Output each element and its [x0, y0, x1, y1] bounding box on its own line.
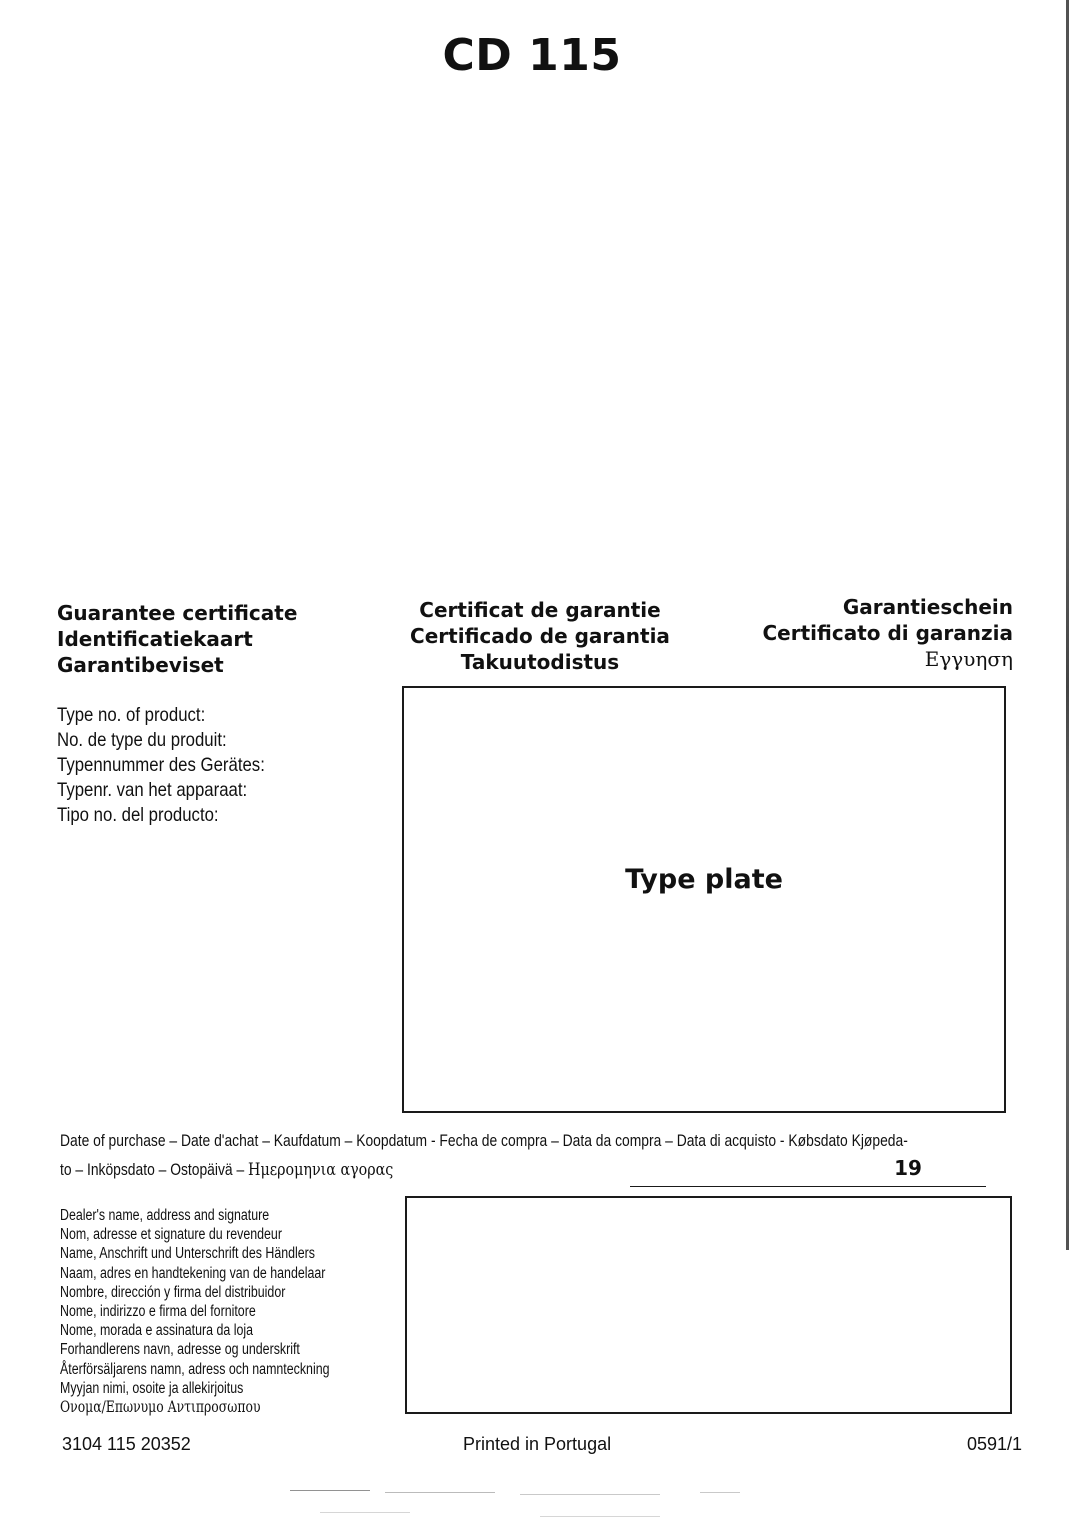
footer-printed-in: Printed in Portugal — [463, 1434, 612, 1454]
type-number-label-nl: Typenr. van het apparaat: — [57, 779, 248, 801]
scan-artifact — [385, 1492, 495, 1493]
model-title: CD 115 — [442, 30, 622, 81]
heading-garantieschein: Garantieschein — [842, 595, 1013, 619]
purchase-date-label-line1: Date of purchase – Date d'achat – Kaufdatum – Koopdatum - Fecha de compra – Data da compra – Data di acquisto - Købsdato Kjøpeda- — [60, 1132, 908, 1150]
type-number-labels — [57, 703, 265, 828]
dealer-label-no: Forhandlerens navn, adresse og underskrift — [60, 1341, 300, 1359]
heading-identificatiekaart: Identificatiekaart — [57, 627, 253, 651]
scan-artifact — [520, 1494, 660, 1495]
dealer-label-fi: Myyjan nimi, osoite ja allekirjoitus — [60, 1379, 244, 1397]
purchase-year-prefix: 19 — [894, 1156, 922, 1180]
heading-certificato-di-garanzia: Certificato di garanzia — [762, 621, 1013, 645]
heading-certificat-de-garantie: Certificat de garantie — [419, 598, 661, 622]
scan-artifact — [540, 1516, 660, 1517]
dealer-label-de: Name, Anschrift und Unterschrift des Händlers — [60, 1245, 315, 1263]
heading-garantibeviset: Garantibeviset — [57, 653, 224, 677]
dealer-labels — [60, 1206, 330, 1417]
heading-group-right — [763, 594, 1014, 672]
type-number-label-es: Tipo no. del producto: — [57, 804, 219, 826]
type-plate-box — [402, 686, 1006, 1113]
dealer-label-fr: Nom, adresse et signature du revendeur — [60, 1226, 282, 1244]
type-number-label-de: Typennummer des Gerätes: — [57, 754, 265, 776]
type-number-label-en: Type no. of product: — [57, 704, 206, 726]
scan-artifact — [320, 1512, 410, 1513]
purchase-date-label-line2-text: to – Inköpsdato – Ostopäivä – — [60, 1161, 249, 1179]
footer-revision: 0591/1 — [966, 1434, 1022, 1454]
heading-takuutodistus: Takuutodistus — [460, 650, 620, 674]
heading-greek-guarantee: Εγγυηση — [924, 647, 1013, 671]
dealer-label-it: Nome, indirizzo e firma del fornitore — [60, 1303, 256, 1321]
dealer-label-en: Dealer's name, address and signature — [60, 1207, 270, 1224]
heading-group-center — [390, 597, 690, 675]
purchase-date-label-line2 — [60, 1160, 866, 1180]
type-plate-label: Type plate — [625, 864, 783, 895]
footer-code: 3104 115 20352 — [62, 1434, 191, 1454]
dealer-label-el: Ονομα/Επωνυμο Αντιπροσωπου — [60, 1398, 261, 1417]
type-number-label-fr: No. de type du produit: — [57, 729, 227, 751]
scan-artifact — [290, 1490, 370, 1491]
heading-guarantee-certificate: Guarantee certificate — [57, 601, 298, 625]
scan-edge-line — [1066, 0, 1069, 1250]
dealer-label-pt: Nome, morada e assinatura da loja — [60, 1322, 253, 1340]
heading-certificado-de-garantia: Certificado de garantia — [410, 624, 670, 648]
dealer-signature-box — [405, 1196, 1012, 1414]
purchase-date-label-greek: Ημερομηνια αγορας — [248, 1160, 394, 1180]
scan-artifact — [700, 1492, 740, 1493]
purchase-date-underline — [630, 1186, 986, 1187]
heading-group-left — [57, 600, 297, 678]
dealer-label-es: Nombre, dirección y firma del distribuidor — [60, 1283, 286, 1301]
dealer-label-nl: Naam, adres en handtekening van de handelaar — [60, 1264, 326, 1282]
dealer-label-sv: Återförsäljarens namn, adress och namnteckning — [60, 1360, 330, 1378]
